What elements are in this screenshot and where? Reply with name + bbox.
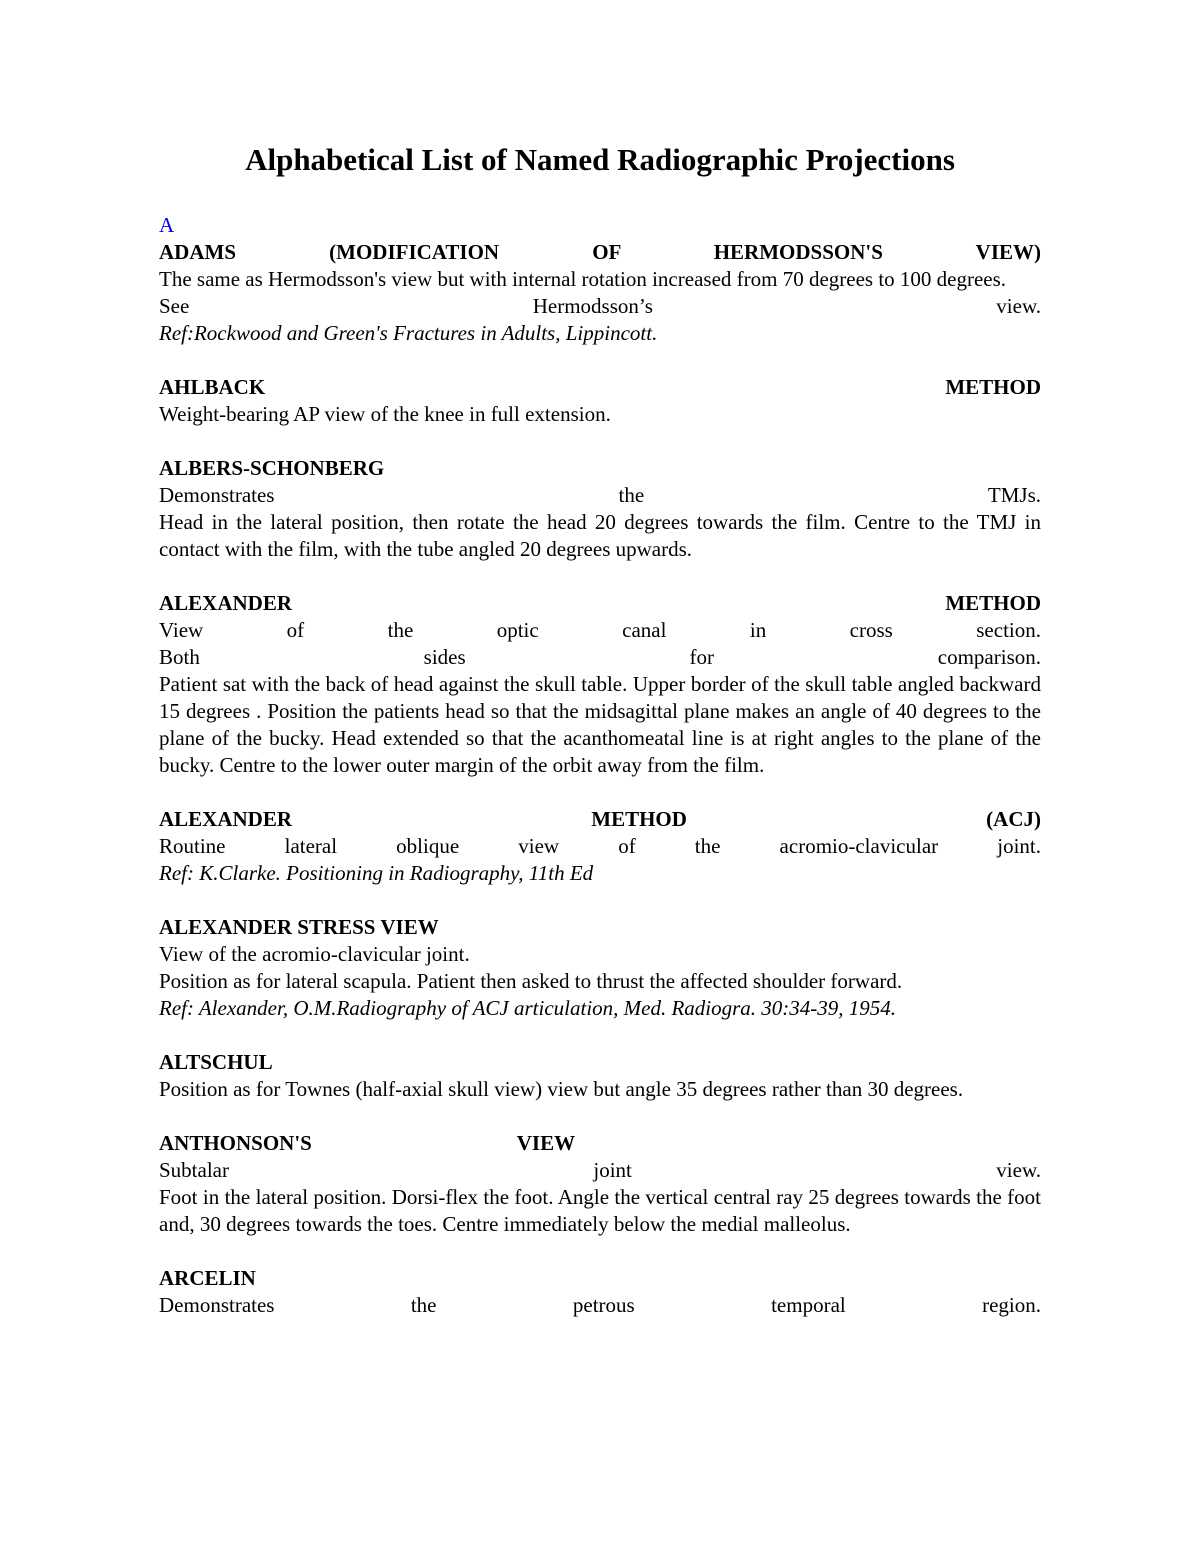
- page-title: Alphabetical List of Named Radiographic Projections: [245, 142, 955, 177]
- entry-body: Position as for Townes (half-axial skull view) view but angle 35 degrees rather than 30 degrees.: [159, 1077, 964, 1101]
- entry-altschul: [159, 1049, 1041, 1103]
- entry-heading: ADAMS (MODIFICATION OF HERMODSSON'S VIEW): [159, 240, 1041, 264]
- entry-body: Both sides for comparison.: [159, 645, 1041, 669]
- document-page: [159, 140, 1041, 1346]
- entry-body: Demonstrates the petrous temporal region.: [159, 1293, 1041, 1317]
- entry-heading: ALTSCHUL: [159, 1050, 273, 1074]
- entry-body: Routine lateral oblique view of the acromio-clavicular joint.: [159, 834, 1041, 858]
- entry-heading: ALBERS-SCHONBERG: [159, 456, 385, 480]
- entry-body: Patient sat with the back of head against the skull table. Upper border of the skull table angled backward 15 degrees . Position the patients head so that the midsagittal plane makes an angle of 40 degrees to the plane of the bucky. Head extended so that the acanthomeatal line is at right angles to the plane of the bucky. Centre to the lower outer margin of the orbit away from the film.: [159, 672, 1041, 777]
- entry-ahlback: [159, 374, 1041, 428]
- entry-albers-schonberg: [159, 455, 1041, 563]
- entry-arcelin: [159, 1265, 1041, 1319]
- entry-body: Position as for lateral scapula. Patient then asked to thrust the affected shoulder forward.: [159, 969, 903, 993]
- entry-heading: ALEXANDER METHOD (ACJ): [159, 807, 1041, 831]
- entry-reference: Ref:Rockwood and Green's Fractures in Adults, Lippincott.: [159, 321, 658, 345]
- entry-body: Demonstrates the TMJs.: [159, 483, 1041, 507]
- entry-anthonson: [159, 1130, 1041, 1238]
- entry-adams: [159, 239, 1041, 347]
- entry-body: Foot in the lateral position. Dorsi-flex the foot. Angle the vertical central ray 25 degrees towards the foot and, 30 degrees towards the toes. Centre immediately below the medial malleolus.: [159, 1185, 1041, 1236]
- entry-body: Weight-bearing AP view of the knee in full extension.: [159, 402, 611, 426]
- entry-body: Subtalar joint view.: [159, 1158, 1041, 1182]
- entry-heading: ALEXANDER METHOD: [159, 591, 1041, 615]
- entry-reference: Ref: Alexander, O.M.Radiography of ACJ articulation, Med. Radiogra. 30:34-39, 1954.: [159, 996, 897, 1020]
- entry-body: View of the acromio-clavicular joint.: [159, 942, 470, 966]
- entry-body: Head in the lateral position, then rotate the head 20 degrees towards the film. Centre to the TMJ in contact with the film, with the tube angled 20 degrees upwards.: [159, 510, 1041, 561]
- entry-alexander-acj: [159, 806, 1041, 887]
- entry-heading: ALEXANDER STRESS VIEW: [159, 915, 439, 939]
- entry-heading: ARCELIN: [159, 1266, 256, 1290]
- entry-heading: ANTHONSON'S VIEW: [159, 1131, 576, 1155]
- entry-reference: Ref: K.Clarke. Positioning in Radiography, 11th Ed: [159, 861, 594, 885]
- entry-body: View of the optic canal in cross section.: [159, 618, 1041, 642]
- entry-body: The same as Hermodsson's view but with internal rotation increased from 70 degrees to 100 degrees. See Hermodsson’s view.: [159, 267, 1041, 318]
- entry-alexander: [159, 590, 1041, 779]
- entry-alexander-stress-view: [159, 914, 1041, 1022]
- entry-heading: AHLBACK METHOD: [159, 375, 1041, 399]
- section-letter: A: [159, 213, 175, 237]
